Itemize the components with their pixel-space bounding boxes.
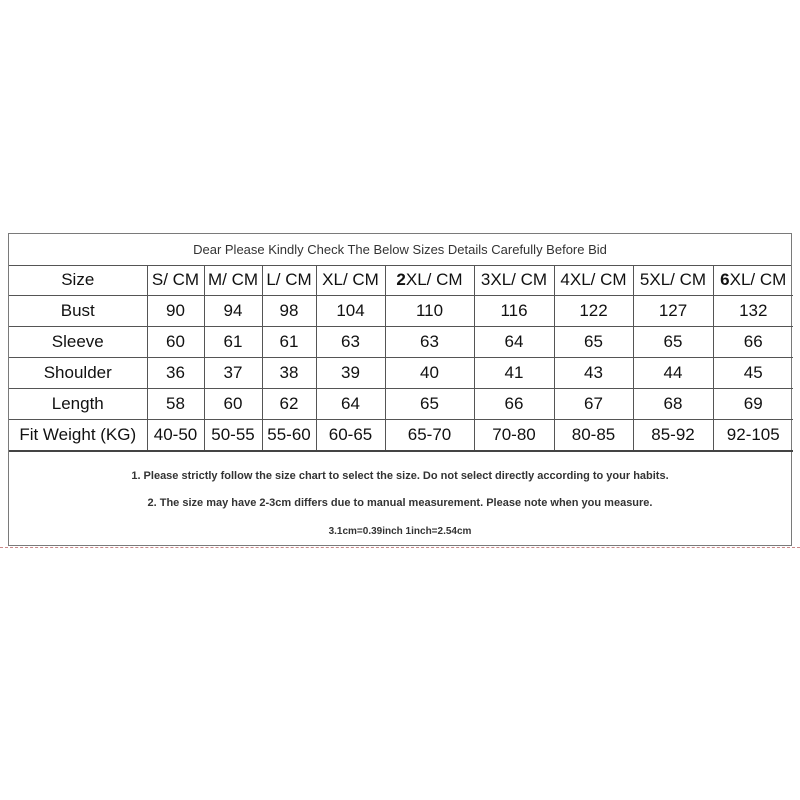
table-cell: 127 bbox=[633, 296, 713, 327]
table-cell: 65-70 bbox=[385, 420, 474, 452]
size-col-6xl: 6XL/ CM bbox=[713, 265, 793, 296]
divider-line bbox=[0, 547, 800, 548]
table-row-fit-weight bbox=[9, 420, 793, 452]
size-col-5xl: 5XL/ CM bbox=[633, 265, 713, 296]
size-col-2xl: 2XL/ CM bbox=[385, 265, 474, 296]
table-cell: 98 bbox=[262, 296, 316, 327]
table-cell: 92-105 bbox=[713, 420, 793, 452]
table-cell: 94 bbox=[204, 296, 262, 327]
table-cell: 60 bbox=[204, 389, 262, 420]
table-cell: 61 bbox=[262, 327, 316, 358]
table-cell: 64 bbox=[316, 389, 385, 420]
size-col-l: L/ CM bbox=[262, 265, 316, 296]
table-cell: 58 bbox=[147, 389, 204, 420]
table-cell: 69 bbox=[713, 389, 793, 420]
table-row-shoulder bbox=[9, 358, 793, 389]
size-chart bbox=[8, 233, 792, 546]
size-col-xl: XL/ CM bbox=[316, 265, 385, 296]
table-cell: 67 bbox=[554, 389, 633, 420]
table-cell: 64 bbox=[474, 327, 554, 358]
table-cell: 65 bbox=[633, 327, 713, 358]
table-cell: 38 bbox=[262, 358, 316, 389]
table-cell: 60 bbox=[147, 327, 204, 358]
table-cell: 62 bbox=[262, 389, 316, 420]
table-header-row bbox=[9, 265, 793, 296]
table-cell: 40 bbox=[385, 358, 474, 389]
size-notes bbox=[9, 460, 791, 546]
table-cell: 66 bbox=[474, 389, 554, 420]
table-cell: 63 bbox=[385, 327, 474, 358]
table-cell: 65 bbox=[385, 389, 474, 420]
table-cell: 39 bbox=[316, 358, 385, 389]
table-cell: 116 bbox=[474, 296, 554, 327]
row-label: Shoulder bbox=[9, 358, 147, 389]
size-col-m: M/ CM bbox=[204, 265, 262, 296]
row-label: Bust bbox=[9, 296, 147, 327]
table-cell: 85-92 bbox=[633, 420, 713, 452]
table-cell: 104 bbox=[316, 296, 385, 327]
size-label: Size bbox=[9, 265, 147, 296]
table-cell: 40-50 bbox=[147, 420, 204, 452]
table-cell: 37 bbox=[204, 358, 262, 389]
size-chart-heading: Dear Please Kindly Check The Below Sizes Details Carefully Before Bid bbox=[9, 234, 791, 266]
table-cell: 41 bbox=[474, 358, 554, 389]
table-cell: 122 bbox=[554, 296, 633, 327]
row-label: Sleeve bbox=[9, 327, 147, 358]
table-cell: 55-60 bbox=[262, 420, 316, 452]
table-cell: 43 bbox=[554, 358, 633, 389]
row-label: Fit Weight (KG) bbox=[9, 420, 147, 452]
table-cell: 65 bbox=[554, 327, 633, 358]
table-cell: 70-80 bbox=[474, 420, 554, 452]
table-row-sleeve bbox=[9, 327, 793, 358]
table-cell: 45 bbox=[713, 358, 793, 389]
table-cell: 61 bbox=[204, 327, 262, 358]
table-row-length bbox=[9, 389, 793, 420]
table-cell: 132 bbox=[713, 296, 793, 327]
table-row-bust bbox=[9, 296, 793, 327]
size-col-3xl: 3XL/ CM bbox=[474, 265, 554, 296]
note-follow-chart: 1. Please strictly follow the size chart to select the size. Do not select directly according to your habits. bbox=[131, 470, 669, 482]
table-cell: 68 bbox=[633, 389, 713, 420]
table-cell: 44 bbox=[633, 358, 713, 389]
note-unit-conversion: 3.1cm=0.39inch 1inch=2.54cm bbox=[328, 526, 472, 537]
table-cell: 66 bbox=[713, 327, 793, 358]
row-label: Length bbox=[9, 389, 147, 420]
size-col-4xl: 4XL/ CM bbox=[554, 265, 633, 296]
table-cell: 60-65 bbox=[316, 420, 385, 452]
size-col-s: S/ CM bbox=[147, 265, 204, 296]
table-cell: 36 bbox=[147, 358, 204, 389]
table-cell: 80-85 bbox=[554, 420, 633, 452]
table-cell: 90 bbox=[147, 296, 204, 327]
size-table bbox=[9, 265, 793, 452]
table-cell: 50-55 bbox=[204, 420, 262, 452]
table-cell: 63 bbox=[316, 327, 385, 358]
note-measurement-difference: 2. The size may have 2-3cm differs due to manual measurement. Please note when you measure. bbox=[147, 497, 653, 509]
table-cell: 110 bbox=[385, 296, 474, 327]
